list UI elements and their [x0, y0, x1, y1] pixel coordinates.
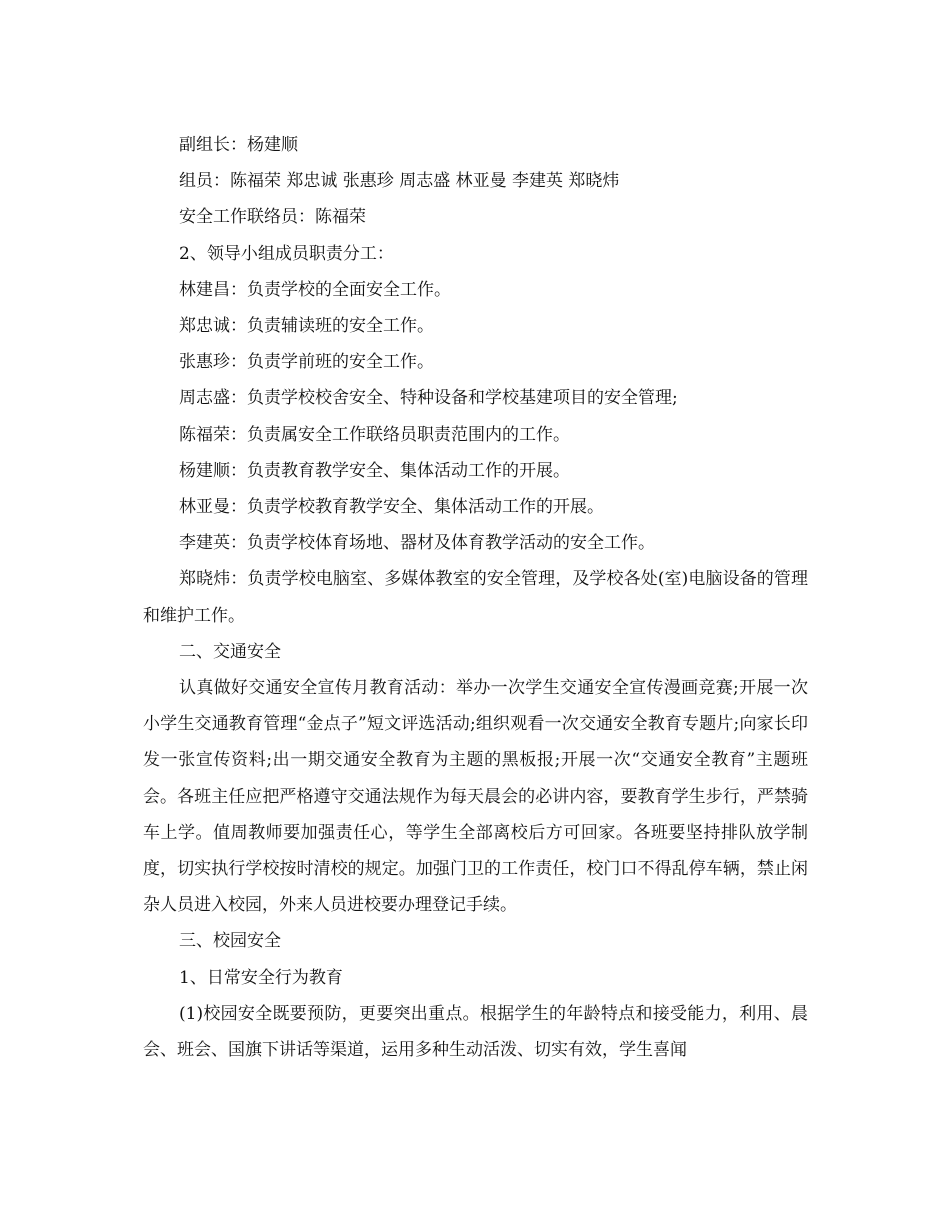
paragraph-duty-zheng-zhongcheng: 郑忠诚：负责辅读班的安全工作。	[179, 316, 434, 337]
paragraph-liaison: 安全工作联络员：陈福荣	[179, 207, 366, 228]
paragraph-duty-heading: 2、领导小组成员职责分工：	[179, 243, 394, 264]
paragraph-duty-zhou-zhisheng: 周志盛：负责学校校舍安全、特种设备和学校基建项目的安全管理;	[179, 388, 678, 409]
paragraph-duty-zhang-huizhen: 张惠珍：负责学前班的安全工作。	[179, 352, 434, 373]
paragraph-deputy-leader: 副组长：杨建顺	[179, 135, 298, 155]
paragraph-members: 组员：陈福荣 郑忠诚 张惠珍 周志盛 林亚曼 李建英 郑晓炜	[179, 171, 620, 192]
paragraph-duty-zheng-xiaowei: 郑晓炜：负责学校电脑室、多媒体教室的安全管理，及学校各处(室)电脑设备的管理和维护工作。	[143, 569, 808, 626]
paragraph-duty-lin-jianchang: 林建昌：负责学校的全面安全工作。	[179, 279, 451, 300]
paragraph-traffic-safety: 认真做好交通安全宣传月教育活动：举办一次学生交通安全宣传漫画竞赛;开展一次小学生交通教育管理“金点子”短文评选活动;组织观看一次交通安全教育专题片;向家长印发一张宣传资料;出一期交通安全教育为主题的黑板报;开展一次“交通安全教育”主题班会。各班主任应把严格遵守交通法规作为每天晨会的必讲内容，要教育学生步行，严禁骑车上学。值周教师要加强责任心，等学生全部离校后方可回家。各班要坚持排队放学制度，切实执行学校按时清校的规定。加强门卫的工作责任，校门口不得乱停车辆，禁止闲杂人员进入校园，外来人员进校要办理登记手续。	[143, 678, 808, 916]
section-heading-campus-safety: 三、校园安全	[179, 931, 281, 952]
paragraph-duty-yang-jianshun: 杨建顺：负责教育教学安全、集体活动工作的开展。	[179, 460, 570, 481]
paragraph-duty-lin-yaman: 林亚曼：负责学校教育教学安全、集体活动工作的开展。	[179, 497, 604, 518]
document-body	[143, 127, 808, 1068]
paragraph-campus-safety-1: (1)校园安全既要预防，更要突出重点。根据学生的年龄特点和接受能力，利用、晨会、班会、国旗下讲话等渠道，运用多种生动活泼、切实有效，学生喜闻	[143, 1003, 808, 1061]
paragraph-duty-li-jianying: 李建英：负责学校体育场地、器材及体育教学活动的安全工作。	[179, 533, 655, 554]
paragraph-duty-chen-furong: 陈福荣：负责属安全工作联络员职责范围内的工作。	[179, 424, 570, 445]
section-heading-traffic-safety: 二、交通安全	[179, 641, 281, 662]
subheading-daily-safety-education: 1、日常安全行为教育	[179, 967, 343, 988]
